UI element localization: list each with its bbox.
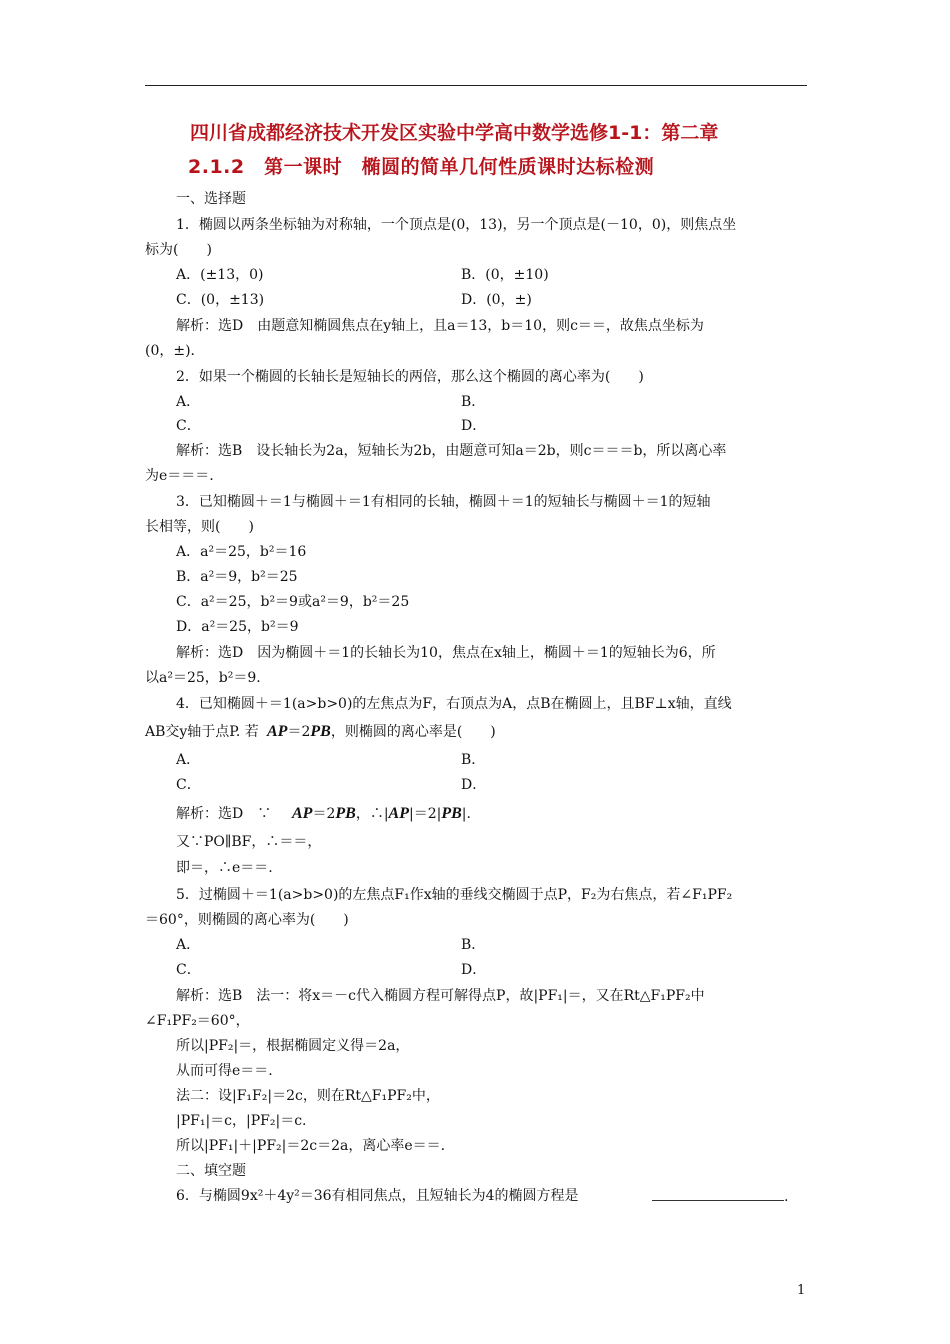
vector-pb: PB bbox=[335, 805, 356, 822]
text-line: 解析：选D ∵ bbox=[176, 806, 272, 822]
option-column-2: D．(0，±) bbox=[461, 292, 532, 308]
text-line: 4．已知椭圆＋＝1(a>b>0)的左焦点为F，右顶点为A，点B在椭圆上，且BF⊥x轴，直线 bbox=[176, 696, 732, 712]
option-column-2: D． bbox=[461, 418, 487, 434]
text-line: C． bbox=[176, 418, 201, 434]
text-line: C．a²＝25，b²＝9或a²＝9，b²＝25 bbox=[176, 594, 410, 610]
text-line: 以a²＝25，b²＝9. bbox=[145, 670, 261, 686]
text-line: 5．过椭圆＋＝1(a>b>0)的左焦点F₁作x轴的垂线交椭圆于点P，F₂为右焦点，若∠F₁PF₂ bbox=[176, 887, 733, 903]
text-line: 从而可得e＝＝. bbox=[176, 1063, 273, 1079]
text-line: 标为( ) bbox=[145, 242, 212, 258]
text-line: A．(±13，0) bbox=[176, 267, 264, 283]
answer-blank-line bbox=[652, 1186, 784, 1201]
vector-pb: PB bbox=[441, 805, 462, 822]
text-line: 解析：选D 因为椭圆＋＝1的长轴长为10，焦点在x轴上，椭圆＋＝1的短轴长为6，所 bbox=[176, 645, 716, 661]
text-line: 所以|PF₁|＋|PF₂|＝2c＝2a，离心率e＝＝. bbox=[176, 1138, 446, 1154]
text-line: A．a²＝25，b²＝16 bbox=[176, 544, 307, 560]
text-line: 二、填空题 bbox=[176, 1163, 246, 1179]
vector-ap: AP bbox=[388, 805, 409, 822]
text-line: A． bbox=[176, 752, 201, 768]
text-line: D．a²＝25，b²＝9 bbox=[176, 619, 299, 635]
text-line: AB交y轴于点P. 若 bbox=[145, 724, 259, 740]
vector-ap: AP bbox=[267, 723, 288, 740]
vector-ap: AP bbox=[292, 805, 313, 822]
text-line: ∠F₁PF₂＝60°， bbox=[145, 1013, 250, 1029]
text-line: 长相等，则( ) bbox=[145, 519, 254, 535]
option-column-2: B． bbox=[461, 752, 486, 768]
text-line: (0，±)． bbox=[145, 343, 205, 359]
text-line: C． bbox=[176, 777, 201, 793]
q6-answer-blank: . bbox=[652, 1186, 788, 1207]
text-line: 6．与椭圆9x²＋4y²＝36有相同焦点，且短轴长为4的椭圆方程是 bbox=[176, 1188, 579, 1204]
header-rule bbox=[145, 85, 807, 86]
text-line: 解析：选B 设长轴长为2a，短轴长为2b，由题意可知a＝2b，则c＝＝＝b，所以离心率 bbox=[176, 443, 727, 459]
text-line: 1．椭圆以两条坐标轴为对称轴，一个顶点是(0，13)，另一个顶点是(－10，0)，则焦点坐 bbox=[176, 217, 737, 233]
page-number: 1 bbox=[797, 1283, 806, 1298]
option-column-2: B． bbox=[461, 394, 486, 410]
sol4-vector-expression: AP＝2PB，∴|AP|＝2|PB|. bbox=[292, 805, 471, 822]
option-column-2: D． bbox=[461, 962, 487, 978]
text-line: 即＝，∴e＝＝. bbox=[176, 860, 273, 876]
text-line: 解析：选D 由题意知椭圆焦点在y轴上，且a＝13，b＝10，则c＝＝，故焦点坐标为 bbox=[176, 318, 704, 334]
text-line: A． bbox=[176, 937, 201, 953]
text-line: 3．已知椭圆＋＝1与椭圆＋＝1有相同的长轴，椭圆＋＝1的短轴长与椭圆＋＝1的短轴 bbox=[176, 494, 711, 510]
text-line: 2．如果一个椭圆的长轴长是短轴长的两倍，那么这个椭圆的离心率为( ) bbox=[176, 369, 644, 385]
text-line: 所以|PF₂|＝，根据椭圆定义得＝2a， bbox=[176, 1038, 410, 1054]
text-line: 解析：选B 法一：将x＝－c代入椭圆方程可解得点P，故|PF₁|＝，又在Rt△F₁PF₂中 bbox=[176, 988, 705, 1004]
option-column-2: B． bbox=[461, 937, 486, 953]
option-column-2: D． bbox=[461, 777, 487, 793]
doc-title-line1: 四川省成都经济技术开发区实验中学高中数学选修1-1：第二章 bbox=[190, 122, 719, 144]
text-line: C．(0，±13) bbox=[176, 292, 265, 308]
text-line: A． bbox=[176, 394, 201, 410]
vector-pb: PB bbox=[310, 723, 331, 740]
text-line: B．a²＝9，b²＝25 bbox=[176, 569, 298, 585]
doc-title-line2: 2.1.2 第一课时 椭圆的简单几何性质课时达标检测 bbox=[188, 156, 655, 178]
text-line: 法二：设|F₁F₂|＝2c，则在Rt△F₁PF₂中， bbox=[176, 1088, 440, 1104]
text-line: 为e＝＝＝. bbox=[145, 468, 214, 484]
text-line: |PF₁|＝c，|PF₂|＝c. bbox=[176, 1113, 307, 1129]
option-column-2: B．(0，±10) bbox=[461, 267, 549, 283]
q4-vector-expression: AP＝2PB，则椭圆的离心率是( ) bbox=[267, 723, 496, 740]
text-line: C． bbox=[176, 962, 201, 978]
text-line: 又∵PO∥BF，∴＝＝， bbox=[176, 834, 322, 850]
text-line: ＝60°，则椭圆的离心率为( ) bbox=[145, 912, 349, 928]
text-line: 一、选择题 bbox=[176, 191, 246, 207]
